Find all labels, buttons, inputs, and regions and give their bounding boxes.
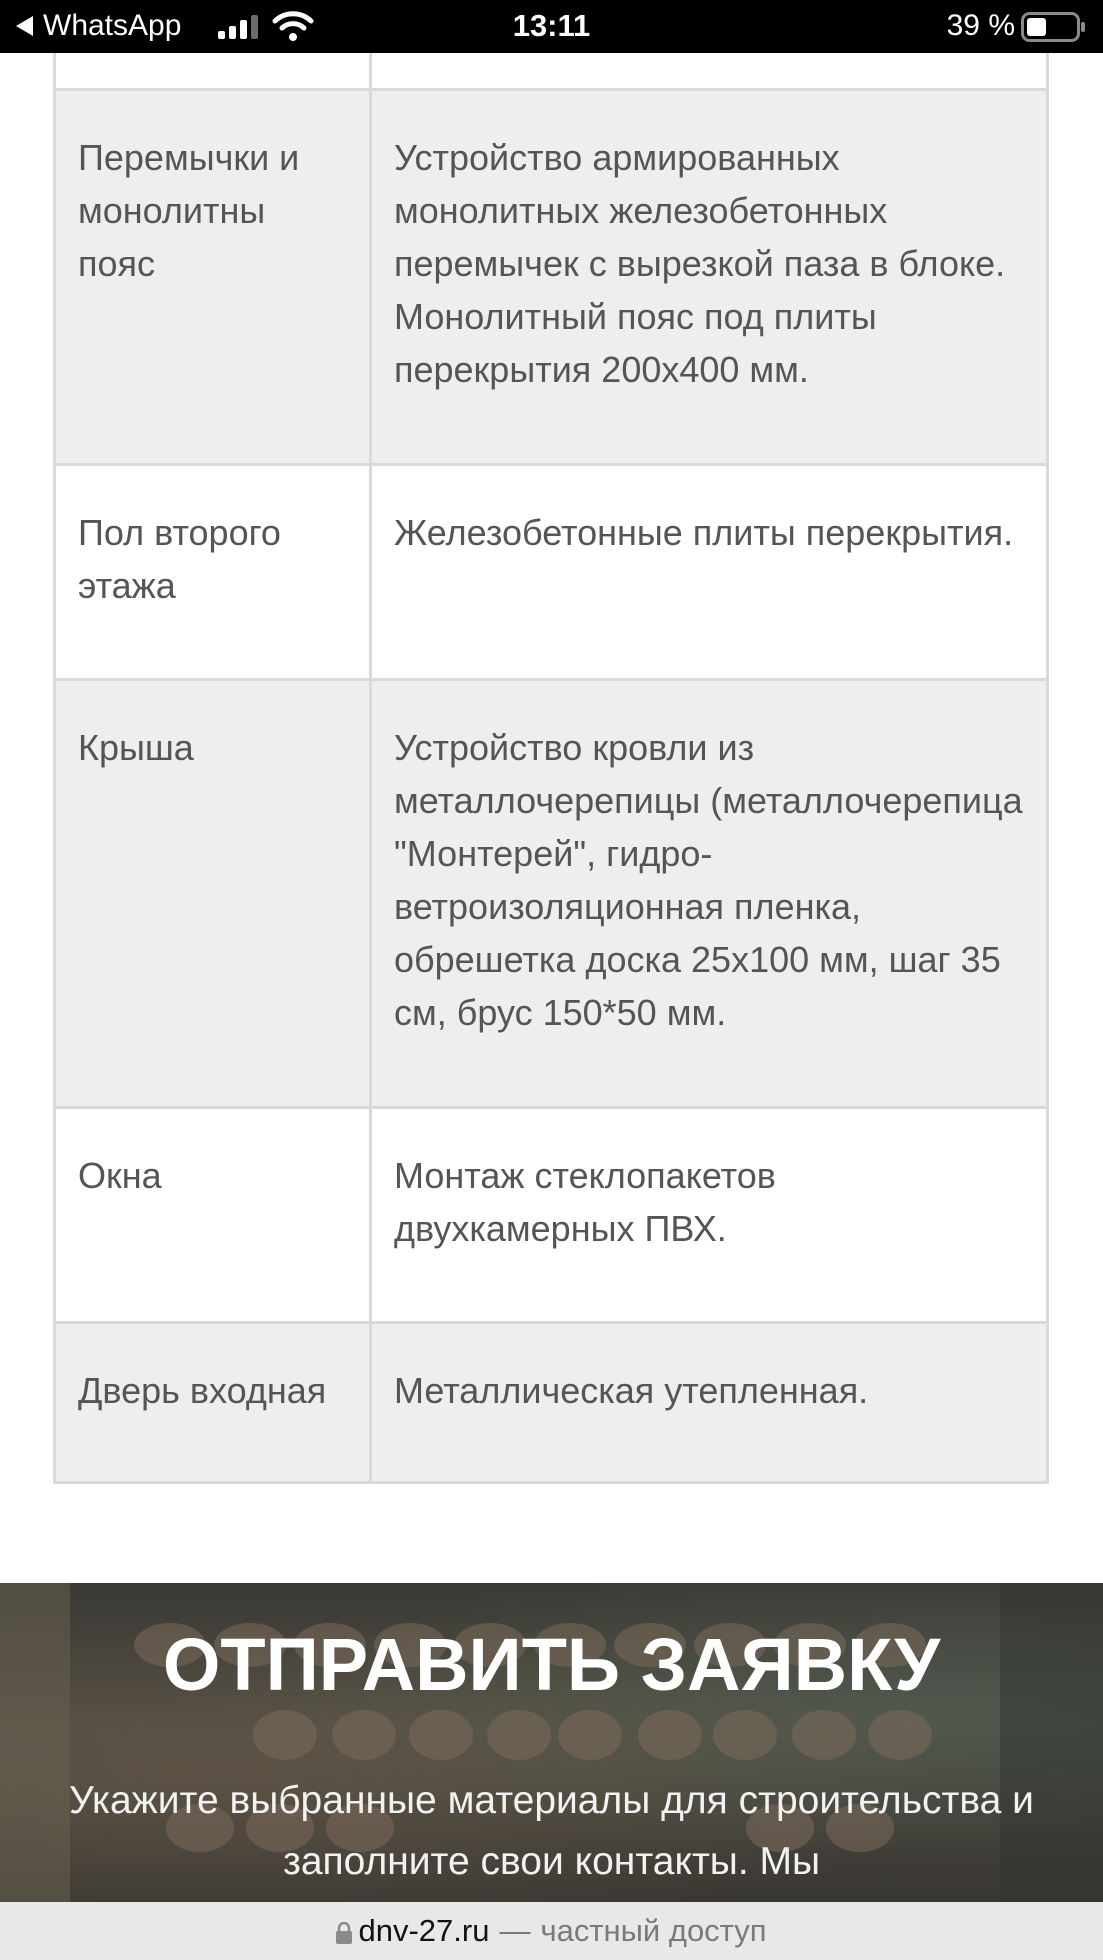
url-domain: dnv-27.ru: [358, 1913, 490, 1948]
table-cell-name: Крыша: [55, 680, 371, 1108]
spec-table: [53, 28, 1049, 1484]
table-row: [55, 680, 1048, 1108]
address-bar[interactable]: [0, 1902, 1103, 1960]
table-cell-description: Устройство армированных монолитных железобетонных перемычек с вырезкой паза в блоке. Монолитный пояс под плиты перекрытия 200х400 мм.: [371, 90, 1048, 465]
table-cell-name: Дверь входная: [55, 1323, 371, 1483]
table-cell-description: Железобетонные плиты перекрытия.: [371, 465, 1048, 680]
status-bar: [0, 0, 1103, 53]
table-cell-name: Окна: [55, 1108, 371, 1323]
table-row: [55, 1108, 1048, 1323]
table-row: [55, 465, 1048, 680]
banner-text: Укажите выбранные материалы для строительства и заполните свои контакты. Мы: [69, 1779, 1034, 1883]
banner-title: ОТПРАВИТЬ ЗАЯВКУ: [162, 1623, 941, 1706]
battery-icon: [1021, 12, 1087, 42]
private-access-label: частный доступ: [540, 1913, 767, 1948]
back-app-label: WhatsApp: [43, 9, 182, 42]
table-cell-name: Пол второго этажа: [55, 465, 371, 680]
status-time: 13:11: [512, 8, 591, 43]
table-cell-description: Монтаж стеклопакетов двухкамерных ПВХ.: [371, 1108, 1048, 1323]
url-separator: —: [499, 1913, 531, 1948]
lock-icon: [336, 1922, 352, 1944]
table-row: [55, 1323, 1048, 1483]
table-row: [55, 90, 1048, 465]
battery-percent: 39 %: [946, 9, 1015, 42]
table-cell-name: Перемычки и монолитны пояс: [55, 90, 371, 465]
request-banner: [0, 1583, 1103, 1903]
table-cell-description: Металлическая утепленная.: [371, 1323, 1048, 1483]
table-cell-description: Устройство кровли из металлочерепицы (металлочерепица "Монтерей", гидро-ветроизоляционная пленка, обрешетка доска 25х100 мм, шаг 35 см, брус 150*50 мм.: [371, 680, 1048, 1108]
